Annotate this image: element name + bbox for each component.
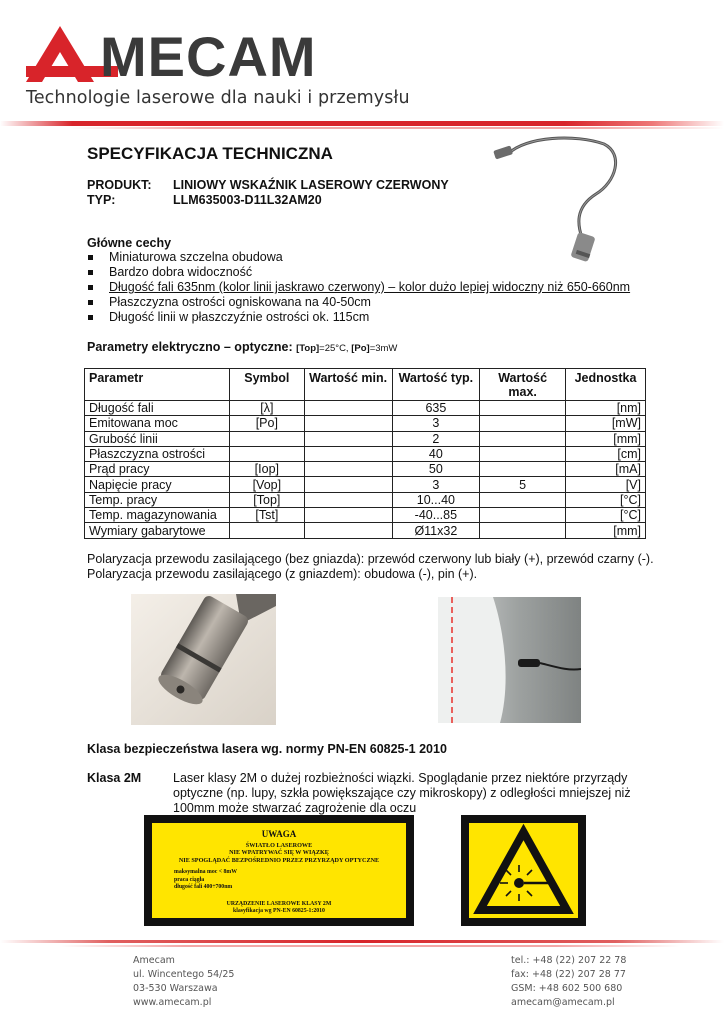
table-cell: [Po]	[229, 416, 304, 431]
header-divider	[0, 121, 724, 126]
table-cell	[304, 508, 392, 523]
table-cell: [mA]	[566, 462, 646, 477]
polarization-line-1: Polaryzacja przewodu zasilającego (bez gniazda): przewód czerwony lub biały (+), przewód czarny (-).	[87, 552, 654, 566]
table-row	[85, 446, 646, 461]
table-cell: 50	[392, 462, 480, 477]
laser-module-photo	[131, 594, 276, 725]
feature-item: Płaszczyzna ostrości ogniskowana na 40-50cm	[87, 295, 630, 310]
table-cell	[304, 492, 392, 507]
table-cell	[304, 416, 392, 431]
feature-item: Miniaturowa szczelna obudowa	[87, 250, 630, 265]
footer-company: Amecam	[133, 955, 175, 966]
col-header: Wartość max.	[480, 369, 566, 401]
laser-warning-label	[144, 815, 414, 926]
table-cell	[480, 416, 566, 431]
table-cell: Emitowana moc	[85, 416, 230, 431]
logo-wordmark: MECAM	[100, 25, 317, 86]
table-row	[85, 401, 646, 416]
table-cell: [°C]	[566, 508, 646, 523]
table-cell	[480, 446, 566, 461]
feature-item: Długość fali 635nm (kolor linii jaskrawo czerwony) – kolor dużo lepiej widoczny niż 650-660nm	[87, 280, 630, 295]
footer-fax: fax: +48 (22) 207 28 77	[511, 969, 626, 980]
safety-class-heading: Klasa bezpieczeństwa lasera wg. normy PN-EN 60825-1 2010	[87, 742, 447, 756]
table-cell: Ø11x32	[392, 523, 480, 538]
table-row	[85, 523, 646, 538]
table-cell	[480, 508, 566, 523]
page-title: SPECYFIKACJA TECHNICZNA	[87, 144, 333, 163]
product-value: LINIOWY WSKAŹNIK LASEROWY CZERWONY	[173, 178, 449, 192]
table-row	[85, 508, 646, 523]
table-cell: Wymiary gabarytowe	[85, 523, 230, 538]
footer-contact	[511, 954, 626, 1010]
table-cell: Temp. pracy	[85, 492, 230, 507]
table-cell: [Vop]	[229, 477, 304, 492]
header-divider-thin	[70, 127, 724, 129]
table-cell	[480, 401, 566, 416]
product-key: PRODUKT:	[87, 178, 152, 192]
type-row	[87, 193, 322, 207]
table-cell: Grubość linii	[85, 431, 230, 446]
footer-city: 03-530 Warszawa	[133, 983, 218, 994]
table-cell	[304, 446, 392, 461]
laser-class-key: Klasa 2M	[87, 771, 142, 785]
col-header: Jednostka	[566, 369, 646, 401]
table-cell: 3	[392, 477, 480, 492]
table-row	[85, 477, 646, 492]
warning-device-class: URZĄDZENIE LASEROWE KLASY 2M klasyfikacja wg PN-EN 60825-1:2010	[226, 901, 332, 915]
table-cell: 5	[480, 477, 566, 492]
table-cell: [cm]	[566, 446, 646, 461]
table-cell: Długość fali	[85, 401, 230, 416]
table-cell: [Iop]	[229, 462, 304, 477]
features-list	[87, 250, 630, 325]
table-row	[85, 431, 646, 446]
table-cell: Prąd pracy	[85, 462, 230, 477]
table-cell: 635	[392, 401, 480, 416]
col-header: Parametr	[85, 369, 230, 401]
table-cell: [λ]	[229, 401, 304, 416]
table-cell	[480, 523, 566, 538]
warning-text: ŚWIATŁO LASEROWE NIE WPATRYWAĆ SIĘ W WIĄZKĘ NIE SPOGLĄDAĆ BEZPOŚREDNIO PRZEZ PRZYRZĄDY OPTYCZNE	[178, 842, 380, 864]
company-logo	[26, 22, 366, 86]
warning-specs: maksymalna moc < 8mW praca ciągła długość fali 400÷700nm	[174, 869, 238, 891]
table-cell: Napięcie pracy	[85, 477, 230, 492]
laser-line-photo	[438, 597, 581, 723]
table-cell: [mm]	[566, 523, 646, 538]
footer-gsm: GSM: +48 602 500 680	[511, 983, 623, 994]
table-row	[85, 416, 646, 431]
col-header: Wartość min.	[304, 369, 392, 401]
footer-email-link[interactable]: amecam@amecam.pl	[511, 997, 615, 1008]
feature-item: Długość linii w płaszczyźnie ostrości ok. 115cm	[87, 310, 630, 325]
table-cell: -40...85	[392, 508, 480, 523]
feature-item: Bardzo dobra widoczność	[87, 265, 630, 280]
footer-phone: tel.: +48 (22) 207 22 78	[511, 955, 627, 966]
footer-street: ul. Wincentego 54/25	[133, 969, 235, 980]
table-cell	[480, 492, 566, 507]
col-header: Wartość typ.	[392, 369, 480, 401]
params-heading: Parametry elektryczno – optyczne: [Top]=25°C, [Po]=3mW	[87, 340, 398, 354]
company-tagline: Technologie laserowe dla nauki i przemysłu	[26, 88, 410, 108]
table-cell: [°C]	[566, 492, 646, 507]
table-cell	[304, 462, 392, 477]
table-cell	[304, 431, 392, 446]
footer-address	[133, 954, 234, 1010]
laser-hazard-icon	[461, 815, 586, 926]
product-row	[87, 178, 449, 192]
type-value: LLM635003-D11L32AM20	[173, 193, 322, 207]
table-cell: [nm]	[566, 401, 646, 416]
table-cell: [Tst]	[229, 508, 304, 523]
table-header-row	[85, 369, 646, 401]
table-cell: 40	[392, 446, 480, 461]
table-cell	[480, 431, 566, 446]
features-heading: Główne cechy	[87, 236, 172, 250]
table-row	[85, 492, 646, 507]
table-cell: [mW]	[566, 416, 646, 431]
table-cell: 10...40	[392, 492, 480, 507]
table-cell: 2	[392, 431, 480, 446]
footer-divider-thin	[60, 945, 680, 947]
table-cell	[304, 523, 392, 538]
table-cell: [mm]	[566, 431, 646, 446]
table-cell: [V]	[566, 477, 646, 492]
table-cell	[304, 401, 392, 416]
warning-title: UWAGA	[261, 829, 297, 839]
table-cell	[229, 446, 304, 461]
spec-table	[84, 368, 646, 539]
table-cell	[304, 477, 392, 492]
table-row	[85, 462, 646, 477]
table-cell: Płaszczyzna ostrości	[85, 446, 230, 461]
table-cell: Temp. magazynowania	[85, 508, 230, 523]
table-cell: 3	[392, 416, 480, 431]
footer-divider	[0, 940, 724, 943]
type-key: TYP:	[87, 193, 116, 207]
col-header: Symbol	[229, 369, 304, 401]
table-cell: [Top]	[229, 492, 304, 507]
polarization-line-2: Polaryzacja przewodu zasilającego (z gniazdem): obudowa (-), pin (+).	[87, 567, 478, 581]
table-cell	[229, 431, 304, 446]
laser-class-description: Laser klasy 2M o dużej rozbieżności wiązki. Spoglądanie przez niektóre przyrządy optyczne (np. lupy, szkła powiększające czy mikroskopy) z odległości mniejszej niż 100mm może stwarzać zagrożenie dla oczu	[173, 771, 631, 815]
footer-website-link[interactable]: www.amecam.pl	[133, 997, 212, 1008]
table-cell	[480, 462, 566, 477]
table-cell	[229, 523, 304, 538]
